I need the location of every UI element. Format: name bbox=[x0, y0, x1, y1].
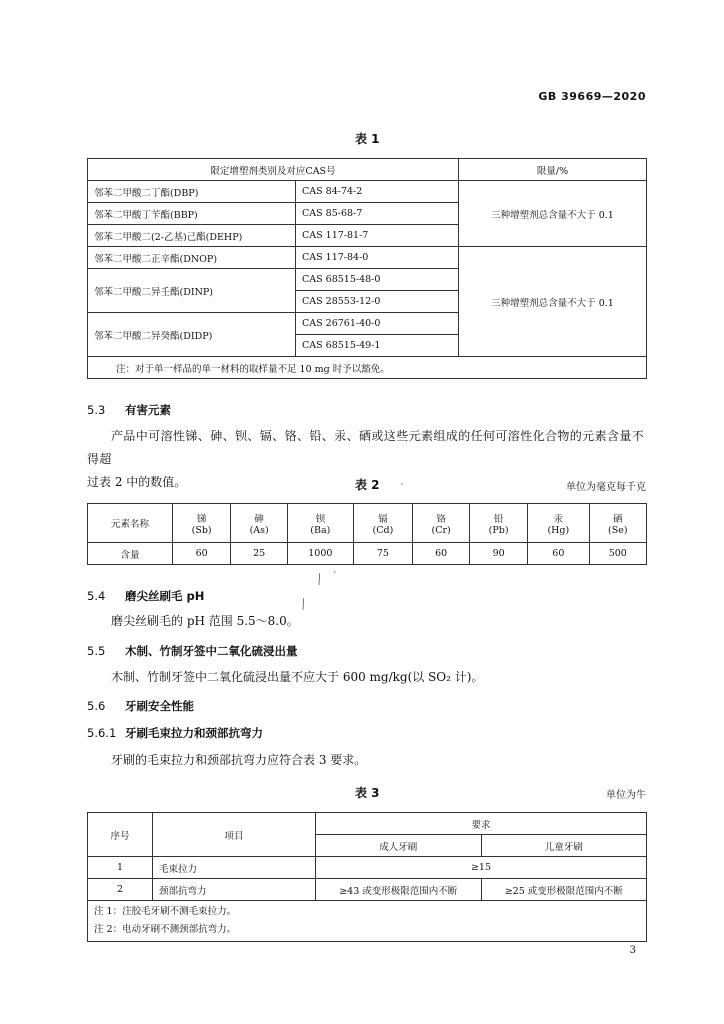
table3-caption: 表 3 bbox=[355, 786, 380, 800]
table3-cell: 1 bbox=[88, 857, 153, 879]
paragraph-line: 过表 2 中的数值。 bbox=[87, 475, 187, 489]
scan-mark: ╲ bbox=[297, 599, 308, 611]
document-header: GB 39669—2020 bbox=[538, 90, 646, 103]
element-name: 镉 bbox=[378, 513, 388, 525]
section-5-6-1-heading bbox=[87, 725, 263, 741]
element-symbol: (Se) bbox=[607, 524, 628, 536]
element-name: 铬 bbox=[436, 513, 446, 525]
table1-col2-header: 限量/% bbox=[459, 159, 647, 181]
section-title: 牙刷毛束拉力和颈部抗弯力 bbox=[125, 726, 263, 740]
table1-cell: 邻苯二甲酸二异壬酯(DINP) bbox=[88, 269, 296, 313]
scan-mark: ˋ bbox=[400, 484, 405, 494]
section-number: 5.4 bbox=[87, 589, 106, 603]
table3-header-req: 要求 bbox=[316, 813, 647, 835]
element-symbol: (Hg) bbox=[547, 524, 570, 536]
section-title: 磨尖丝刷毛 pH bbox=[125, 589, 205, 603]
section-5-3-heading bbox=[87, 402, 171, 418]
section-number: 5.5 bbox=[87, 644, 106, 658]
element-name: 汞 bbox=[553, 513, 564, 525]
table3 bbox=[87, 812, 647, 942]
table3-header-adult: 成人牙刷 bbox=[316, 835, 482, 857]
scan-mark: ˋ bbox=[333, 572, 338, 582]
table2-value: 60 bbox=[528, 543, 589, 565]
table3-header-item: 项目 bbox=[153, 813, 316, 857]
table3-unit: 单位为牛 bbox=[606, 790, 646, 801]
page-number: 3 bbox=[629, 945, 636, 956]
table2-element-cell bbox=[288, 504, 354, 543]
element-name: 钡 bbox=[315, 513, 326, 525]
element-name: 锑 bbox=[196, 513, 207, 525]
table1-note: 注：对于单一样品的单一材料的取样量不足 10 mg 时予以豁免。 bbox=[88, 357, 647, 379]
element-symbol: (Pb) bbox=[488, 524, 509, 536]
table-row bbox=[88, 879, 647, 901]
table1-cell: CAS 117-84-0 bbox=[296, 247, 459, 269]
element-symbol: (Cr) bbox=[431, 524, 451, 536]
table1-cell: CAS 28553-12-0 bbox=[296, 291, 459, 313]
table3-cell: 毛束拉力 bbox=[153, 857, 316, 879]
table-row bbox=[88, 247, 647, 269]
section-5-6-heading bbox=[87, 698, 194, 714]
table1-col1-header: 限定增塑剂类别及对应CAS号 bbox=[88, 159, 459, 181]
table1-cell: CAS 84-74-2 bbox=[296, 181, 459, 203]
paragraph-line: 产品中可溶性锑、砷、钡、镉、铬、铅、汞、硒或这些元素组成的任何可溶性化合物的元素含量不得超 bbox=[87, 429, 645, 466]
table1-cell: CAS 117-81-7 bbox=[296, 225, 459, 247]
section-5-4-body: 磨尖丝刷毛的 pH 范围 5.5～8.0。 bbox=[111, 614, 299, 628]
element-name: 硒 bbox=[613, 513, 623, 525]
table1-cell: 邻苯二甲酸丁苄酯(BBP) bbox=[88, 203, 296, 225]
table3-cell: ≥25 或变形极限范围内不断 bbox=[481, 879, 647, 901]
table2-value: 60 bbox=[413, 543, 470, 565]
section-number: 5.3 bbox=[87, 403, 106, 417]
table2-unit: 单位为毫克每千克 bbox=[566, 482, 646, 493]
table1-cell: 邻苯二甲酸二异癸酯(DIDP) bbox=[88, 313, 296, 357]
element-symbol: (As) bbox=[249, 524, 269, 536]
table1-limit-cell: 三种增塑剂总含量不大于 0.1 bbox=[459, 181, 647, 247]
table2-element-cell bbox=[353, 504, 413, 543]
table2-value: 90 bbox=[470, 543, 528, 565]
element-name: 铅 bbox=[493, 513, 504, 525]
table2-value: 75 bbox=[353, 543, 413, 565]
table2-value: 500 bbox=[589, 543, 646, 565]
table-row bbox=[88, 857, 647, 879]
table3-note: 注 1：注胶毛牙刷不测毛束拉力。 bbox=[94, 906, 237, 917]
section-5-5-heading bbox=[87, 643, 298, 659]
table2-value: 60 bbox=[173, 543, 231, 565]
table1-caption: 表 1 bbox=[355, 132, 380, 146]
table-row bbox=[88, 543, 647, 565]
table1-cell: CAS 85-68-7 bbox=[296, 203, 459, 225]
element-name: 砷 bbox=[254, 513, 264, 525]
table-row bbox=[88, 181, 647, 203]
element-symbol: (Ba) bbox=[310, 524, 331, 536]
section-title: 木制、竹制牙签中二氧化硫浸出量 bbox=[125, 644, 298, 658]
table1 bbox=[87, 158, 647, 379]
table1-cell: CAS 26761-40-0 bbox=[296, 313, 459, 335]
table1-cell: CAS 68515-49-1 bbox=[296, 335, 459, 357]
table2-element-cell bbox=[470, 504, 528, 543]
table3-cell: 2 bbox=[88, 879, 153, 901]
table1-cell: CAS 68515-48-0 bbox=[296, 269, 459, 291]
section-title: 牙刷安全性能 bbox=[125, 699, 194, 713]
table3-cell: ≥15 bbox=[316, 857, 647, 879]
table2-valhead: 含量 bbox=[88, 543, 173, 565]
element-symbol: (Sb) bbox=[191, 524, 212, 536]
table2-element-cell bbox=[231, 504, 288, 543]
table3-header-child: 儿童牙刷 bbox=[481, 835, 647, 857]
table2-value: 25 bbox=[231, 543, 288, 565]
table1-cell: 邻苯二甲酸二丁酯(DBP) bbox=[88, 181, 296, 203]
table2-caption: 表 2 bbox=[355, 478, 380, 492]
table2-value: 1000 bbox=[288, 543, 354, 565]
section-5-5-body: 木制、竹制牙签中二氧化硫浸出量不应大于 600 mg/kg(以 SO₂ 计)。 bbox=[111, 670, 484, 684]
table3-notes bbox=[88, 901, 647, 942]
table2-rowhead: 元素名称 bbox=[88, 504, 173, 543]
table1-cell: 邻苯二甲酸二正辛酯(DNOP) bbox=[88, 247, 296, 269]
table3-note: 注 2：电动牙刷不测颈部抗弯力。 bbox=[94, 924, 237, 935]
table3-cell: ≥43 或变形极限范围内不断 bbox=[316, 879, 482, 901]
table1-limit-cell: 三种增塑剂总含量不大于 0.1 bbox=[459, 247, 647, 357]
section-5-4-heading bbox=[87, 588, 204, 604]
table2-element-cell bbox=[173, 504, 231, 543]
table2-element-cell bbox=[589, 504, 646, 543]
table2 bbox=[87, 503, 647, 565]
table-row bbox=[88, 504, 647, 543]
element-symbol: (Cd) bbox=[372, 524, 394, 536]
table1-cell: 邻苯二甲酸二(2-乙基)己酯(DEHP) bbox=[88, 225, 296, 247]
section-title: 有害元素 bbox=[125, 403, 171, 417]
scan-mark: ╲ bbox=[313, 574, 324, 586]
table3-header-no: 序号 bbox=[88, 813, 153, 857]
table3-cell: 颈部抗弯力 bbox=[153, 879, 316, 901]
table2-element-cell bbox=[413, 504, 470, 543]
section-number: 5.6.1 bbox=[87, 726, 117, 740]
section-number: 5.6 bbox=[87, 699, 106, 713]
section-5-6-1-body: 牙刷的毛束拉力和颈部抗弯力应符合表 3 要求。 bbox=[111, 753, 367, 767]
table2-element-cell bbox=[528, 504, 589, 543]
